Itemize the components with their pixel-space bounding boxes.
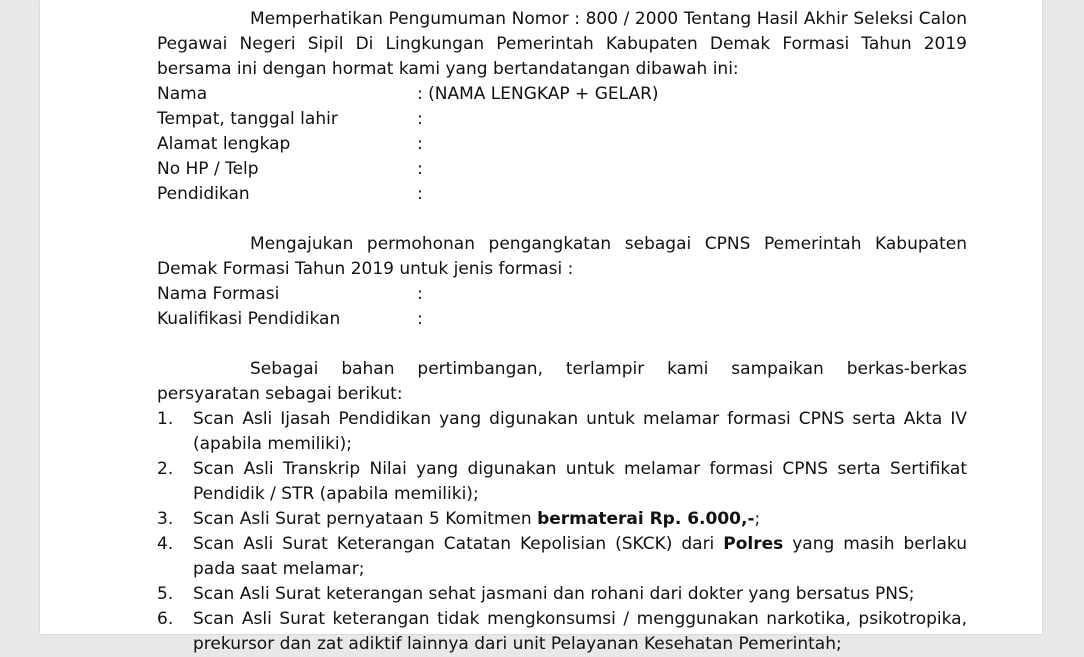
field-label: Pendidikan (157, 184, 250, 204)
list-number: 6. (157, 609, 174, 629)
field-value: : (417, 184, 423, 204)
field-label: Nama Formasi (157, 284, 280, 304)
list-item (157, 582, 967, 607)
field-label: No HP / Telp (157, 159, 259, 179)
list-item (157, 532, 967, 582)
field-label: Alamat lengkap (157, 134, 291, 154)
list-text (193, 457, 967, 507)
item-text: Scan Asli Transkrip Nilai yang digunakan untuk melamar formasi CPNS serta Sertifikat Pendidik / STR (apabila memiliki); (193, 459, 967, 504)
item-text: Scan Asli Surat pernyataan 5 Komitmen (193, 509, 538, 529)
list-item (157, 607, 967, 657)
item-bold-text: Polres (723, 534, 784, 554)
field-value: : (NAMA LENGKAP + GELAR) (417, 84, 659, 104)
list-number: 4. (157, 534, 174, 554)
list-number: 2. (157, 459, 174, 479)
field-value: : (417, 109, 423, 129)
field-label: Kualifikasi Pendidikan (157, 309, 341, 329)
blank-line (157, 207, 967, 232)
item-text-end: yang masih berlaku pada saat melamar; (193, 534, 967, 579)
list-item (157, 457, 967, 507)
field-value: : (417, 284, 423, 304)
field-row (157, 132, 967, 157)
list-item (157, 407, 967, 457)
item-text: Scan Asli Surat keterangan sehat jasmani dan rohani dari dokter yang bersatus PNS; (193, 584, 915, 604)
list-number: 3. (157, 509, 174, 529)
requirements-list (157, 407, 967, 657)
field-row (157, 282, 967, 307)
list-text (193, 532, 967, 582)
consideration-paragraph: Sebagai bahan pertimbangan, terlampir kami sampaikan berkas-berkas persyaratan sebagai berikut: (157, 359, 967, 404)
list-number: 5. (157, 584, 174, 604)
field-value: : (417, 309, 423, 329)
item-text: Scan Asli Ijasah Pendidikan yang digunakan untuk melamar formasi CPNS serta Akta IV (apabila memiliki); (193, 409, 967, 454)
list-item (157, 507, 967, 532)
identity-fields (157, 82, 967, 207)
request-paragraph: Mengajukan permohonan pengangkatan sebagai CPNS Pemerintah Kabupaten Demak Formasi Tahun 2019 untuk jenis formasi : (157, 234, 967, 279)
item-text: Scan Asli Surat Keterangan Catatan Kepolisian (SKCK) dari (193, 534, 724, 554)
field-value: : (417, 134, 423, 154)
field-label: Nama (157, 84, 208, 104)
formation-fields (157, 282, 967, 332)
field-value: : (417, 159, 423, 179)
field-row (157, 107, 967, 132)
field-row (157, 157, 967, 182)
document-page (40, 0, 1042, 654)
field-label: Tempat, tanggal lahir (157, 109, 338, 129)
blank-line (157, 332, 967, 357)
field-row (157, 307, 967, 332)
list-number: 1. (157, 409, 174, 429)
item-bold-text: bermaterai Rp. 6.000,- (537, 509, 755, 529)
field-row (157, 182, 967, 207)
list-text (193, 607, 967, 657)
document-body (157, 7, 967, 657)
field-row (157, 82, 967, 107)
list-text (193, 582, 967, 607)
list-text (193, 407, 967, 457)
item-text-end: ; (754, 509, 761, 529)
list-text (193, 507, 967, 532)
intro-paragraph: Memperhatikan Pengumuman Nomor : 800 / 2000 Tentang Hasil Akhir Seleksi Calon Pegawai Negeri Sipil Di Lingkungan Pemerintah Kabupaten Demak Formasi Tahun 2019 bersama ini dengan hormat kami yang bertandatangan dibawah ini: (157, 9, 967, 79)
item-text: Scan Asli Surat keterangan tidak mengkonsumsi / menggunakan narkotika, psikotropika, prekursor dan zat adiktif lainnya dari unit Pelayanan Kesehatan Pemerintah; (193, 609, 967, 654)
